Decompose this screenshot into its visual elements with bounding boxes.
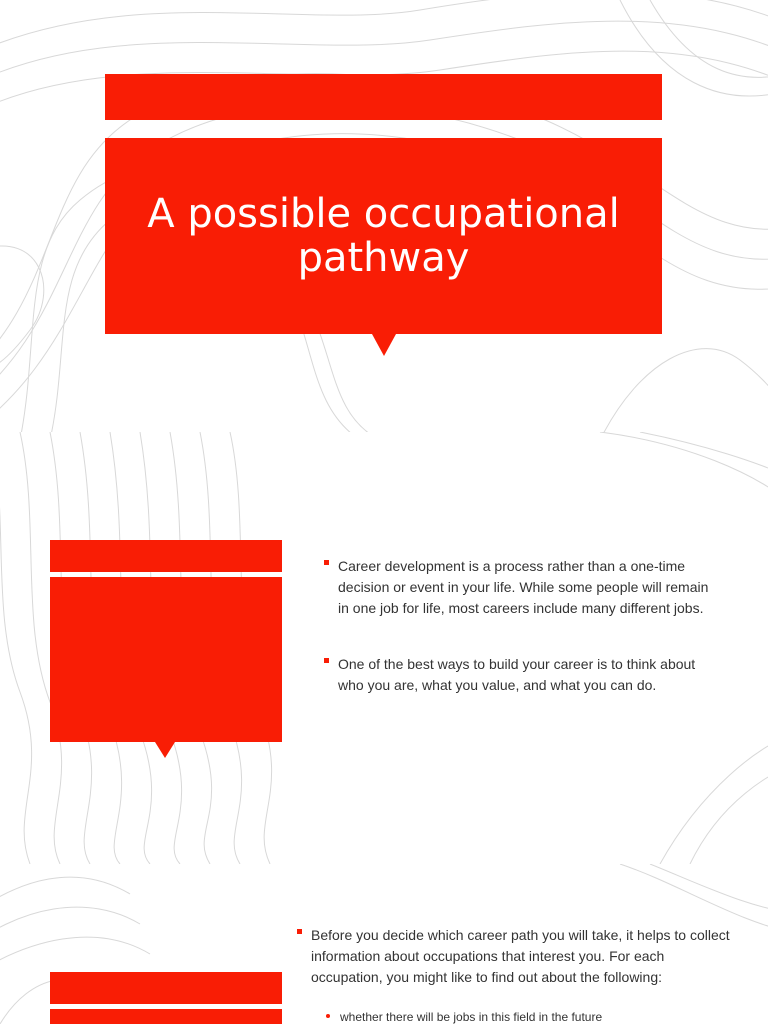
section-box bbox=[50, 1009, 282, 1024]
bullet-item bbox=[311, 925, 731, 988]
bullet-text: One of the best ways to build your career is to think about who you are, what you value, and what you can do. bbox=[338, 656, 696, 693]
bullet-text: Career development is a process rather than a one-time decision or event in your life. While some people will remain in one job for life, most careers include many different jobs. bbox=[338, 558, 709, 616]
slide-2 bbox=[0, 432, 768, 864]
bullet-text: Before you decide which career path you will take, it helps to collect information about occupations that interest you. For each occupation, you might like to find out about the following: bbox=[311, 927, 730, 985]
slide-3 bbox=[0, 864, 768, 1024]
bullet-list bbox=[338, 556, 718, 696]
sub-bullet-text: whether there will be jobs in this field in the future bbox=[340, 1010, 603, 1024]
sub-bullet-item bbox=[340, 1008, 720, 1024]
bullet-item bbox=[338, 556, 718, 619]
bullet-item bbox=[338, 654, 718, 696]
section-box-pointer bbox=[155, 742, 175, 758]
bullet-list bbox=[311, 925, 731, 988]
round-bullet-icon bbox=[326, 1014, 330, 1018]
section-header-band bbox=[50, 972, 282, 1004]
title-box-pointer bbox=[372, 334, 396, 356]
sub-bullet-list bbox=[340, 1008, 720, 1024]
square-bullet-icon bbox=[324, 560, 329, 565]
square-bullet-icon bbox=[324, 658, 329, 663]
slide-1 bbox=[0, 0, 768, 432]
title-header-band bbox=[105, 74, 662, 120]
section-header-band bbox=[50, 540, 282, 572]
slide-title: A possible occupational pathway bbox=[147, 191, 620, 281]
square-bullet-icon bbox=[297, 929, 302, 934]
section-box bbox=[50, 577, 282, 742]
